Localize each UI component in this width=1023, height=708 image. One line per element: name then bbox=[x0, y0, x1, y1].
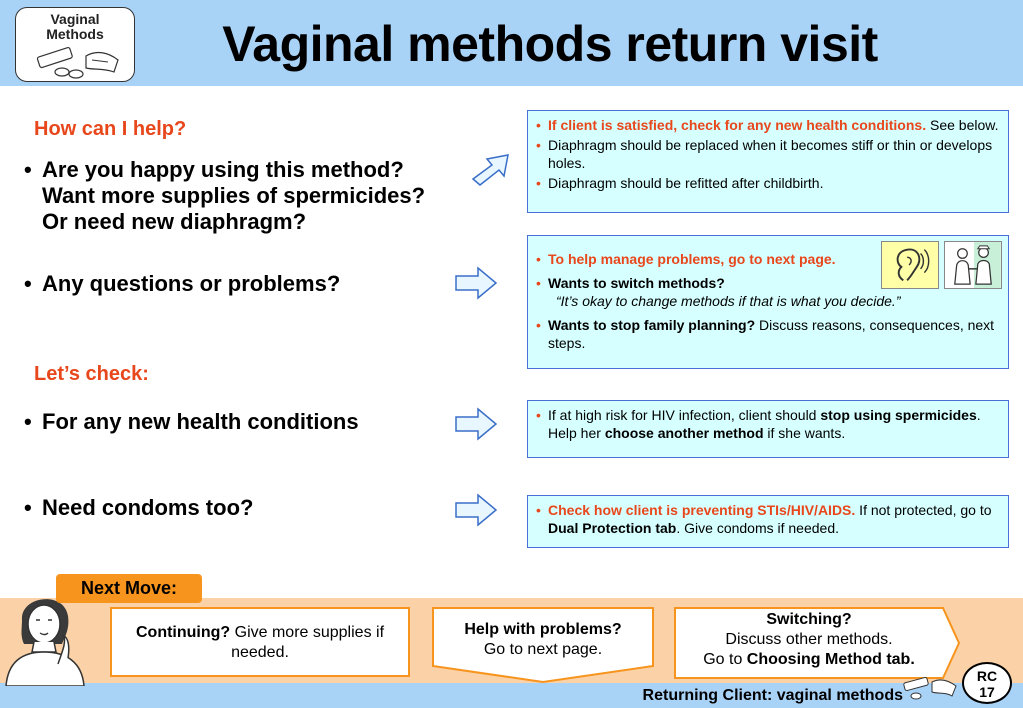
bullet: • bbox=[24, 271, 32, 296]
problems-info-box bbox=[527, 235, 1009, 369]
list-item: • Check how client is preventing STIs/HIV/AIDS. If not protected, go to Dual Protection tab. Give condoms if needed. bbox=[536, 502, 992, 536]
provider-client-icon bbox=[944, 241, 1002, 289]
arrow-right-icon bbox=[454, 407, 498, 441]
illustrations bbox=[881, 241, 1002, 289]
listening-ear-icon bbox=[881, 241, 939, 289]
tab-title: Vaginal Methods bbox=[46, 11, 104, 42]
continuing-button[interactable]: Continuing? Give more supplies if needed. bbox=[110, 607, 410, 677]
list-item: • Wants to stop family planning? Discuss reasons, consequences, next steps. bbox=[536, 317, 995, 351]
list-item: • If client is satisfied, check for any new health conditions. See below. bbox=[536, 117, 999, 133]
bullet: • bbox=[24, 495, 32, 520]
bullet: • bbox=[24, 157, 32, 182]
vaginal-methods-tab[interactable] bbox=[15, 7, 135, 82]
question-condoms: • Need condoms too? bbox=[24, 495, 254, 520]
next-move-label: Next Move: bbox=[56, 574, 202, 603]
page-title: Vaginal methods return visit bbox=[222, 16, 878, 72]
health-conditions-box bbox=[527, 400, 1009, 458]
spermicide-hand-icon bbox=[902, 674, 958, 704]
arrow-right-icon bbox=[454, 493, 498, 527]
switching-button[interactable]: Switching? Discuss other methods. Go to Choosing Method tab. bbox=[703, 611, 915, 668]
question-health-conditions: • For any new health conditions bbox=[24, 409, 359, 434]
list-item: • Diaphragm should be refitted after childbirth. bbox=[536, 175, 824, 191]
question-happy: • Are you happy using this method? Want more supplies of spermicides? Or need new diaphragm? bbox=[24, 157, 426, 234]
list-item: • Diaphragm should be replaced when it becomes stiff or thin or develops holes. bbox=[536, 137, 993, 171]
satisfied-info-box bbox=[527, 110, 1009, 213]
list-item: • Wants to switch methods? “It’s okay to change methods if that is what you decide.” bbox=[536, 275, 901, 309]
check-heading: Let’s check: bbox=[34, 363, 149, 385]
help-heading: How can I help? bbox=[34, 118, 187, 140]
question-problems: • Any questions or problems? bbox=[24, 271, 341, 296]
arrow-up-right-icon bbox=[470, 152, 512, 190]
bullet: • bbox=[24, 409, 32, 434]
page-code-badge: RC 17 bbox=[962, 662, 1012, 704]
list-item: • If at high risk for HIV infection, client should stop using spermicides. Help her choose another method if she wants. bbox=[536, 407, 981, 441]
footer-caption: Returning Client: vaginal methods bbox=[642, 687, 903, 704]
condoms-info-box bbox=[527, 495, 1009, 548]
arrow-right-icon bbox=[454, 266, 498, 300]
help-problems-button[interactable]: Help with problems? Go to next page. bbox=[464, 621, 622, 658]
spermicide-hand-icon bbox=[34, 46, 124, 82]
list-item: • To help manage problems, go to next page. bbox=[536, 251, 836, 267]
